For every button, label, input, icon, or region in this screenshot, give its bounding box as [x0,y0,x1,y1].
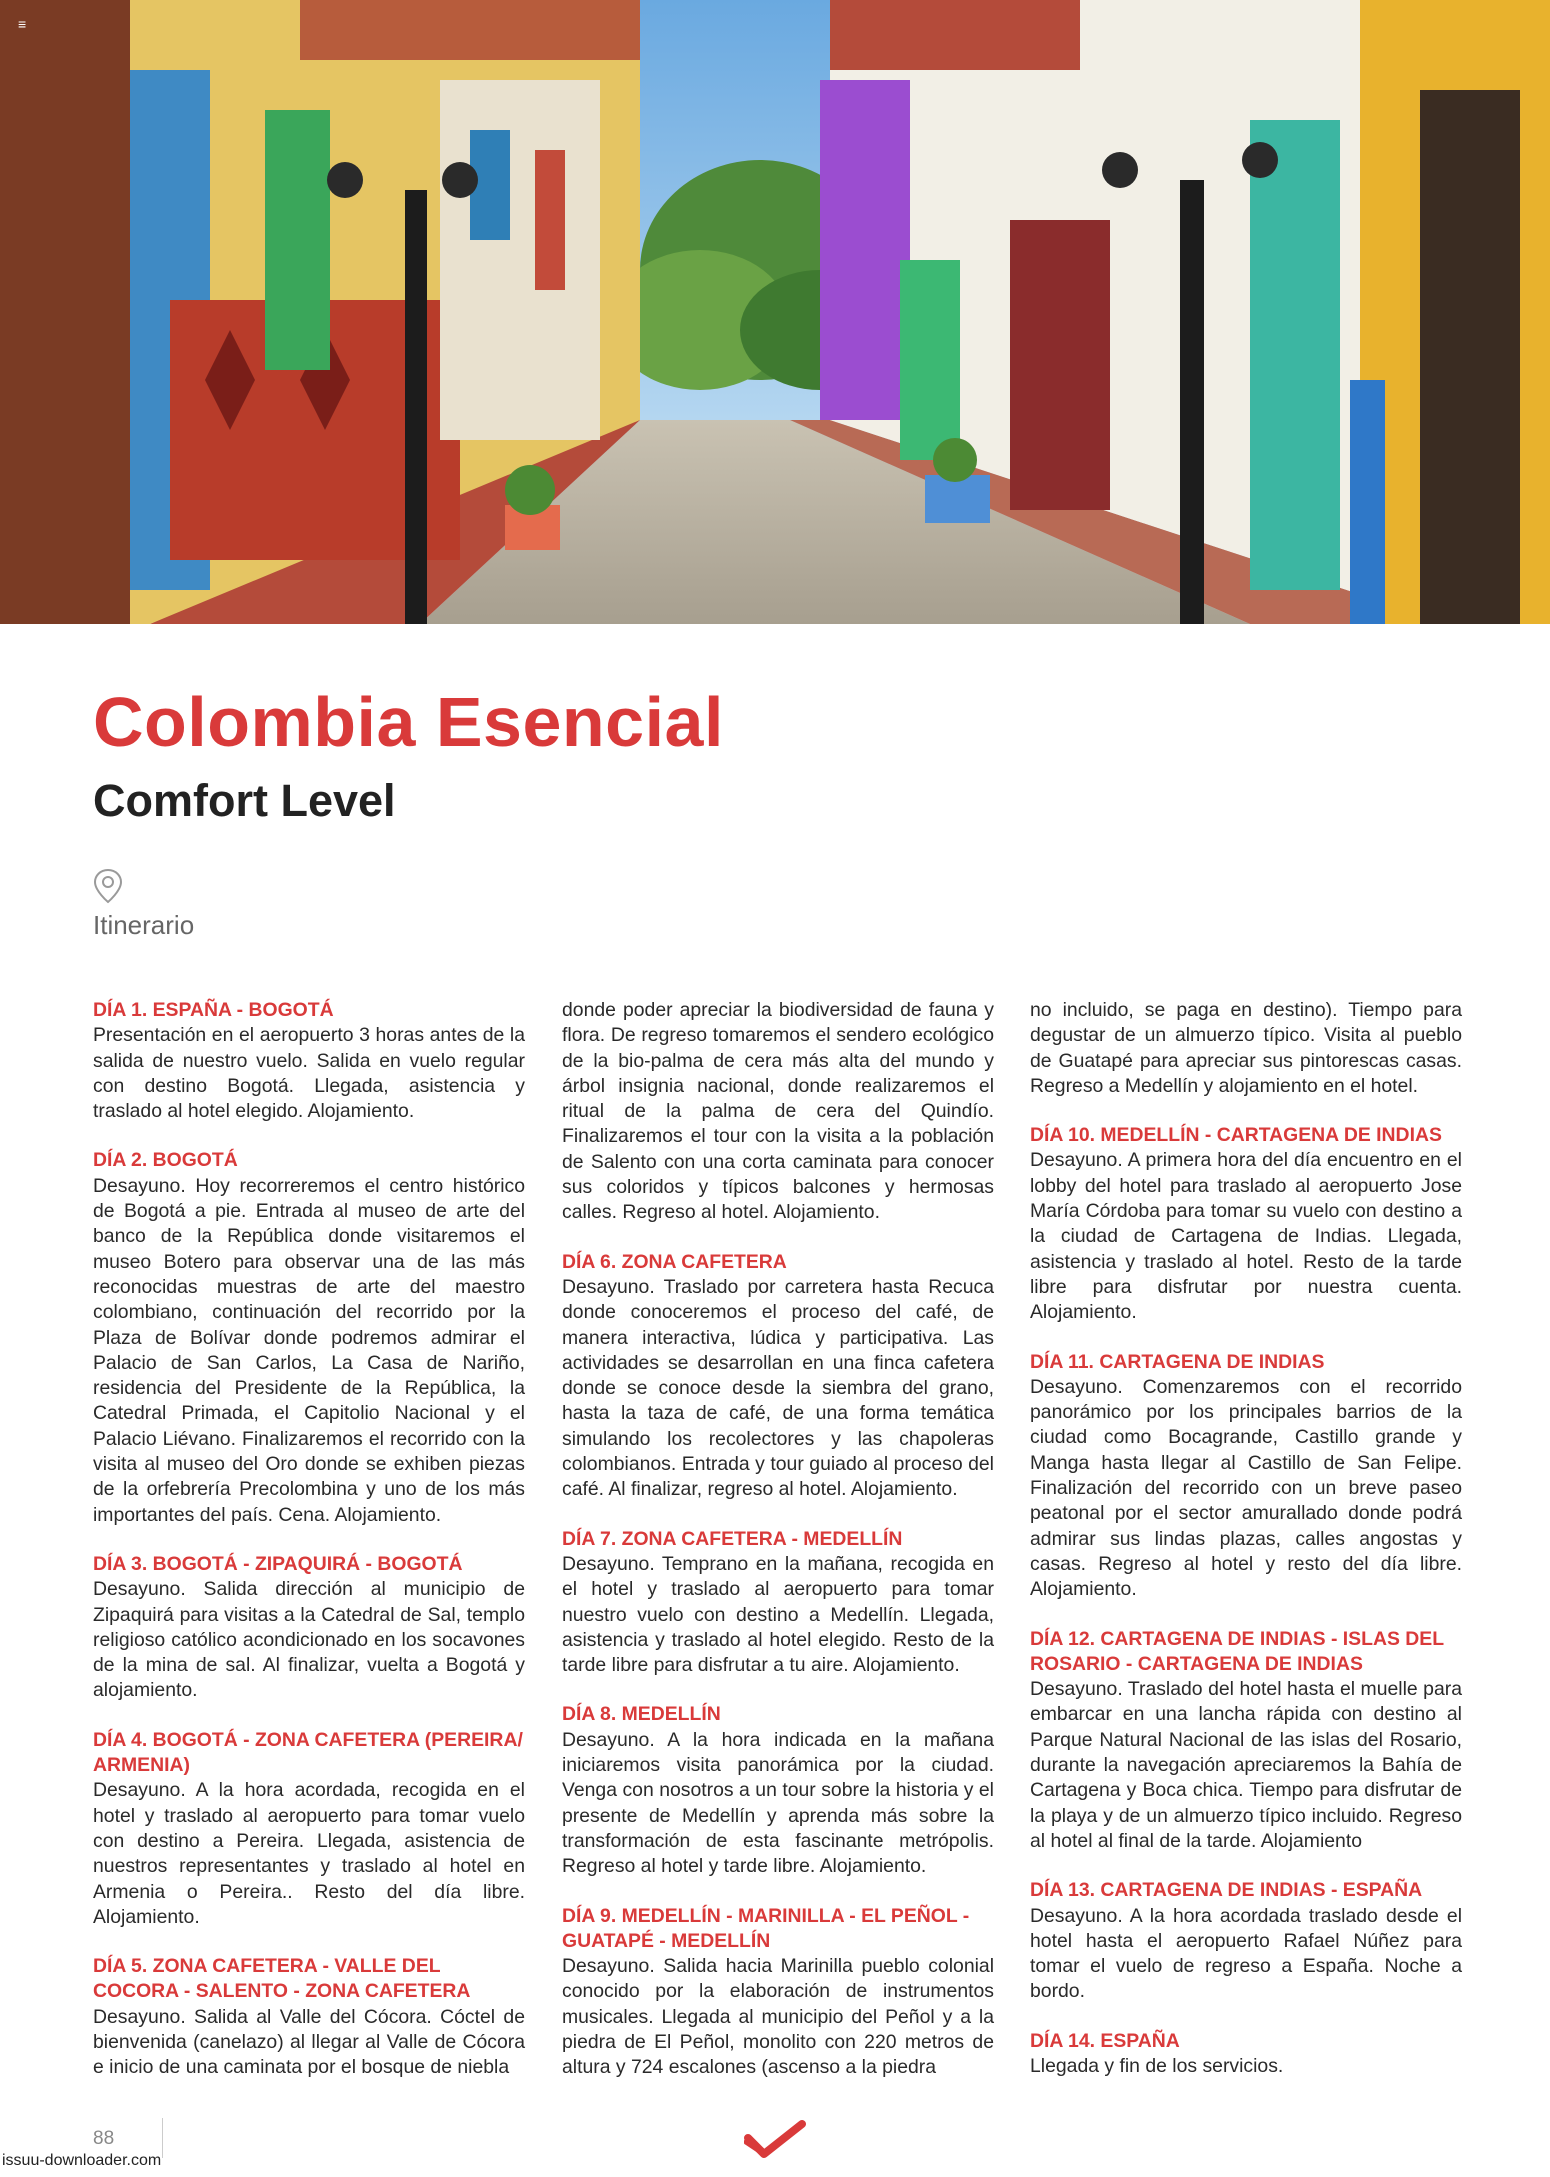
day-title: DÍA 10. MEDELLÍN - CARTAGENA DE INDIAS [1030,1124,1442,1147]
day-text: Desayuno. A primera hora del día encuentro en el lobby del hotel para traslado al aeropuerto Jose María Córdoba para tomar su vuelo con destino a la ciudad de Cartagena de Indias. Llegada, asistencia y traslado al hotel. Resto de la tarde libre para disfrutar por nuestra cuenta. Alojamiento. [1030,1149,1462,1324]
watermark-text: issuu-downloader.com [2,2152,162,2169]
day-title: DÍA 9. MEDELLÍN - MARINILLA - EL PEÑOL - GUATAPÉ - MEDELLÍN [562,1904,970,1952]
day-9-continued-text: no incluido, se paga en destino). Tiempo para degustar de un almuerzo típico. Visita al pueblo de Guatapé para apreciar sus pintorescas casas. Regreso a Medellín y alojamiento en el hotel. [1030,999,1462,1097]
day-title: DÍA 1. ESPAÑA - BOGOTÁ [93,999,334,1021]
hero-photo [0,0,1550,624]
day-text: Desayuno. A la hora acordada, recogida en el hotel y traslado al aeropuerto para tomar vuelo con destino a Pereira. Llegada, asistencia de nuestros representantes y traslado al hotel en Armenia o Pereira.. Resto del día libre. Alojamiento. [93,1779,525,1928]
itinerary-day-6 [562,1250,994,1503]
itinerary-column-3 [1030,998,1462,2103]
itinerary-day-3 [93,1552,525,1704]
day-title: DÍA 14. ESPAÑA [1030,2029,1180,2052]
section-label-itinerary: Itinerario [93,910,195,940]
day-title: DÍA 8. MEDELLÍN [562,1703,721,1726]
itinerary-column-2 [562,998,994,2105]
day-title: DÍA 2. BOGOTÁ [93,1149,238,1172]
itinerary-column-1 [93,998,525,2105]
itinerary-day-13 [1030,1878,1462,2004]
colorful-street-image [0,0,1550,624]
day-text: Llegada y fin de los servicios. [1030,2054,1284,2077]
itinerary-day-5 [93,1954,525,2080]
day-text: Desayuno. Salida hacia Marinilla pueblo colonial conocido por la elaboración de instrumentos musicales. Llegada al municipio del Peñol y a la piedra de El Peñol, monolito con 220 metros de altura y 724 escalones (ascenso a la piedra [562,1955,994,2079]
itinerary-day-2 [93,1148,525,1527]
footer-divider [162,2118,163,2158]
itinerary-day-8 [562,1702,994,1879]
day-title: DÍA 7. ZONA CAFETERA - MEDELLÍN [562,1527,903,1550]
page-subtitle: Comfort Level [93,775,396,826]
itinerary-day-14 [1030,2029,1462,2080]
location-pin-icon [93,868,123,904]
day-text: Desayuno. Hoy recorreremos el centro histórico de Bogotá a pie. Entrada al museo de arte del banco de la República donde visitaremos el museo Botero para observar una de las más reconocidas muestras de arte del maestro colombiano, continuación del recorrido por la Plaza de Bolívar donde podremos admirar el Palacio de San Carlos, La Casa de Nariño, residencia del Presidente de la República, la Catedral Primada, el Capitolio Nacional y el Palacio Liévano. Finalizaremos el recorrido con la visita al museo del Oro donde se exhiben piezas de la orfebrería Precolombina y uno de los más importantes del país. Cena. Alojamiento. [93,1174,525,1526]
day-title: DÍA 4. BOGOTÁ - ZONA CAFETERA (PEREIRA/ ARMENIA) [93,1728,523,1777]
itinerary-day-1 [93,998,525,1124]
itinerary-day-7 [562,1527,994,1679]
page-title: Colombia Esencial [93,683,724,761]
day-title: DÍA 13. CARTAGENA DE INDIAS - ESPAÑA [1030,1879,1423,1902]
day-title: DÍA 6. ZONA CAFETERA [562,1250,787,1273]
itinerary-day-4 [93,1728,525,1930]
itinerary-day-10 [1030,1123,1462,1325]
day-text: Desayuno. Traslado del hotel hasta el muelle para embarcar en una lancha rápida con destino al Parque Natural Nacional de las islas del Rosario, durante la navegación apreciaremos la Bahía de Cartagena y Boca chica. Tiempo para disfrutar de la playa y de un almuerzo típico incluido. Regreso al hotel al final de la tarde. Alojamiento [1030,1678,1462,1852]
itinerary-day-11 [1030,1350,1462,1603]
day-text: Desayuno. Salida dirección al municipio de Zipaquirá para visitas a la Catedral de Sal, templo religioso católico acondicionado en los socavones de la mina de sal. Al finalizar, vuelta a Bogotá y alojamiento. [93,1578,525,1702]
day-text: Desayuno. A la hora indicada en la mañana iniciaremos visita panorámica por la ciudad. Venga con nosotros a un tour sobre la historia y el presente de Medellín y aprenda más sobre la transformación de esta fascinante metrópolis. Regreso al hotel y tarde libre. Alojamiento. [562,1728,994,1878]
menu-icon: ≡ [18,16,27,32]
day-text: Desayuno. Salida al Valle del Cócora. Cóctel de bienvenida (canelazo) al llegar al Valle de Cócora e inicio de una caminata por el bosque de niebla [93,2005,525,2079]
day-text: Desayuno. Traslado por carretera hasta Recuca donde conoceremos el proceso del café, de manera interactiva, lúdica y participativa. Las actividades se desarrollan en una finca cafetera donde se conoce desde la siembra del grano, hasta la taza de café, de una forma temática simulando los recolectores y las chapoleras colombianos. Entrada y tour guiado al proceso del café. Al finalizar, regreso al hotel. Alojamiento. [562,1275,994,1501]
day-text: Desayuno. Comenzaremos con el recorrido panorámico por los principales barrios de la ciudad como Bocagrande, Castillo grande y Manga hasta llegar al Castillo de San Felipe. Finalización del recorrido con un breve paseo peatonal por el sector amurallado donde podrá admirar sus lindas plazas, calles angostas y casas. Regreso al hotel y resto del día libre. Alojamiento. [1030,1375,1462,1601]
day-title: DÍA 5. ZONA CAFETERA - VALLE DEL COCORA - SALENTO - ZONA CAFETERA [93,1955,471,2003]
day-title: DÍA 3. BOGOTÁ - ZIPAQUIRÁ - BOGOTÁ [93,1552,463,1575]
brand-check-logo [744,2120,806,2160]
page-number: 88 [93,2128,115,2149]
itinerary-day-9 [562,1904,994,2081]
day-title: DÍA 11. CARTAGENA DE INDIAS [1030,1350,1325,1373]
day-5-continued-text: donde poder apreciar la biodiversidad de fauna y flora. De regreso tomaremos el sendero ecológico de la bio-palma de cera más alta del mundo y árbol insignia nacional, donde realizaremos el ritual de la palma de cera del Quindío. Finalizaremos el tour con la visita a la población de Salento con una corta caminata para conocer sus coloridos y típicos balcones y hermosas calles. Regreso al hotel. Alojamiento. [562,999,994,1224]
day-text: Desayuno. A la hora acordada traslado desde el hotel hasta el aeropuerto Rafael Núñez para tomar el vuelo de regreso a España. Noche a bordo. [1030,1904,1462,2003]
itinerary-day-12 [1030,1627,1462,1855]
day-text: Desayuno. Temprano en la mañana, recogida en el hotel y traslado al aeropuerto para tomar nuestro vuelo con destino a Medellín. Llegada, asistencia y traslado al hotel elegido. Resto de la tarde libre para disfrutar a tu aire. Alojamiento. [562,1552,994,1677]
day-title: DÍA 12. CARTAGENA DE INDIAS - ISLAS DEL ROSARIO - CARTAGENA DE INDIAS [1030,1627,1444,1675]
day-text: Presentación en el aeropuerto 3 horas antes de la salida de nuestro vuelo. Salida en vuelo regular con destino Bogotá. Llegada, asistencia y traslado al hotel elegido. Alojamiento. [93,1024,525,1123]
